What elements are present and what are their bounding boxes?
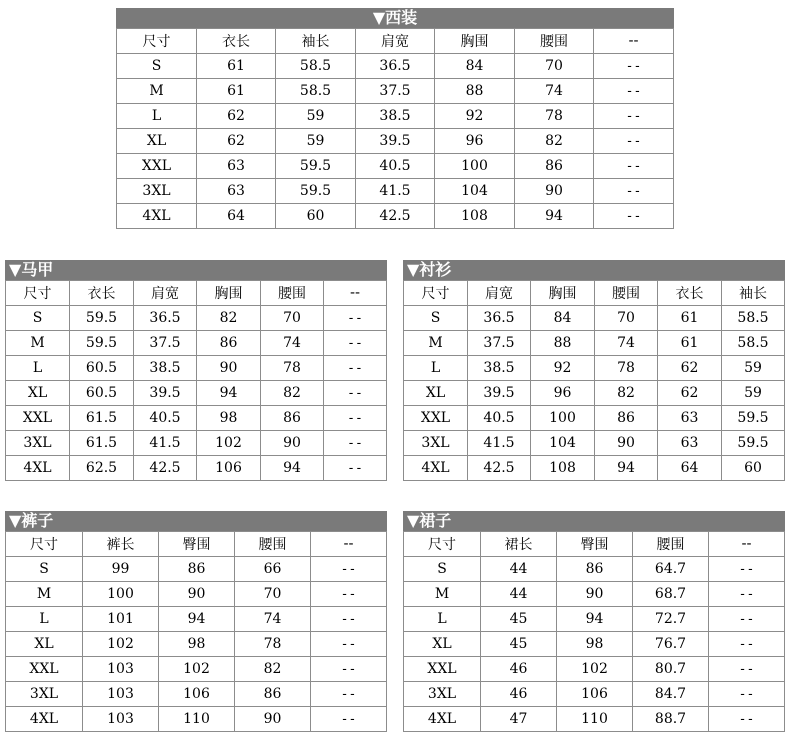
vest-value-cell: 61.5 (70, 431, 134, 456)
skirt-value-cell: 46 (481, 657, 557, 682)
skirt-value-cell: 44 (481, 557, 557, 582)
vest-header-cell: 腰围 (261, 281, 324, 306)
pants-size-cell: XL (6, 632, 83, 657)
suit-value-cell: 63 (197, 179, 276, 204)
vest-header-cell: 肩宽 (134, 281, 197, 306)
pants-value-cell: -- (311, 707, 387, 732)
suit-value-cell: 59.5 (276, 179, 356, 204)
pants-table-title: ▼裤子 (5, 511, 387, 531)
table-row (404, 707, 785, 732)
vest-value-cell: 60.5 (70, 381, 134, 406)
suit-value-cell: -- (594, 154, 674, 179)
skirt-value-cell: -- (709, 582, 785, 607)
vest-value-cell: 90 (197, 356, 261, 381)
shirt-header-cell: 腰围 (595, 281, 658, 306)
pants-size-cell: 4XL (6, 707, 83, 732)
table-row (6, 607, 387, 632)
pants-value-cell: 110 (159, 707, 235, 732)
table-row (6, 331, 387, 356)
table-row (6, 306, 387, 331)
vest-value-cell: 90 (261, 431, 324, 456)
skirt-table-title: ▼裙子 (403, 511, 785, 531)
pants-value-cell: 90 (159, 582, 235, 607)
suit-value-cell: 74 (515, 79, 594, 104)
suit-size-table (116, 8, 674, 229)
suit-value-cell: 39.5 (356, 129, 435, 154)
vest-header-cell: 尺寸 (6, 281, 70, 306)
skirt-value-cell: 90 (557, 582, 633, 607)
skirt-size-table (403, 511, 785, 732)
shirt-value-cell: 37.5 (468, 331, 531, 356)
table-row (404, 431, 785, 456)
pants-value-cell: 103 (83, 707, 159, 732)
vest-header-cell: 胸围 (197, 281, 261, 306)
shirt-value-cell: 63 (658, 431, 722, 456)
shirt-value-cell: 36.5 (468, 306, 531, 331)
vest-value-cell: -- (324, 356, 387, 381)
suit-value-cell: 78 (515, 104, 594, 129)
suit-header-row (117, 29, 674, 54)
suit-value-cell: 64 (197, 204, 276, 229)
table-row (404, 557, 785, 582)
skirt-value-cell: 45 (481, 607, 557, 632)
skirt-value-cell: 110 (557, 707, 633, 732)
shirt-header-row (404, 281, 785, 306)
table-row (404, 306, 785, 331)
skirt-header-cell: 臀围 (557, 532, 633, 557)
shirt-value-cell: 59 (722, 381, 785, 406)
shirt-value-cell: 108 (531, 456, 595, 481)
skirt-value-cell: 72.7 (633, 607, 709, 632)
shirt-header-cell: 尺寸 (404, 281, 468, 306)
skirt-value-cell: 80.7 (633, 657, 709, 682)
table-row (404, 456, 785, 481)
pants-value-cell: -- (311, 582, 387, 607)
pants-header-cell: -- (311, 532, 387, 557)
suit-value-cell: 42.5 (356, 204, 435, 229)
suit-value-cell: 63 (197, 154, 276, 179)
skirt-value-cell: 88.7 (633, 707, 709, 732)
shirt-size-cell: 3XL (404, 431, 468, 456)
skirt-value-cell: -- (709, 707, 785, 732)
vest-value-cell: 37.5 (134, 331, 197, 356)
skirt-value-cell: -- (709, 682, 785, 707)
vest-size-table (5, 260, 387, 481)
skirt-value-cell: 98 (557, 632, 633, 657)
skirt-value-cell: -- (709, 607, 785, 632)
suit-value-cell: 60 (276, 204, 356, 229)
shirt-value-cell: 59.5 (722, 431, 785, 456)
pants-header-cell: 腰围 (235, 532, 311, 557)
vest-value-cell: 39.5 (134, 381, 197, 406)
table-row (6, 632, 387, 657)
suit-value-cell: -- (594, 129, 674, 154)
skirt-value-cell: 44 (481, 582, 557, 607)
skirt-value-cell: -- (709, 657, 785, 682)
suit-value-cell: 62 (197, 129, 276, 154)
pants-value-cell: 94 (159, 607, 235, 632)
suit-header-cell: 胸围 (435, 29, 515, 54)
shirt-table-title: ▼衬衫 (403, 260, 785, 280)
pants-value-cell: 106 (159, 682, 235, 707)
vest-value-cell: 94 (261, 456, 324, 481)
suit-value-cell: 58.5 (276, 79, 356, 104)
pants-value-cell: 103 (83, 682, 159, 707)
suit-value-cell: 90 (515, 179, 594, 204)
vest-value-cell: 59.5 (70, 331, 134, 356)
shirt-value-cell: 64 (658, 456, 722, 481)
vest-value-cell: 86 (197, 331, 261, 356)
vest-size-cell: L (6, 356, 70, 381)
shirt-value-cell: 38.5 (468, 356, 531, 381)
shirt-size-table (403, 260, 785, 481)
vest-header-cell: -- (324, 281, 387, 306)
suit-value-cell: 96 (435, 129, 515, 154)
vest-value-cell: 86 (261, 406, 324, 431)
shirt-value-cell: 41.5 (468, 431, 531, 456)
vest-value-cell: 38.5 (134, 356, 197, 381)
skirt-header-cell: 腰围 (633, 532, 709, 557)
vest-size-cell: M (6, 331, 70, 356)
shirt-size-cell: L (404, 356, 468, 381)
shirt-value-cell: 39.5 (468, 381, 531, 406)
pants-header-cell: 臀围 (159, 532, 235, 557)
suit-value-cell: 104 (435, 179, 515, 204)
shirt-value-cell: 74 (595, 331, 658, 356)
pants-value-cell: 90 (235, 707, 311, 732)
shirt-value-cell: 84 (531, 306, 595, 331)
pants-value-cell: 74 (235, 607, 311, 632)
shirt-value-cell: 104 (531, 431, 595, 456)
pants-header-cell: 尺寸 (6, 532, 83, 557)
skirt-header-cell: 裙长 (481, 532, 557, 557)
table-row (404, 682, 785, 707)
skirt-value-cell: 94 (557, 607, 633, 632)
vest-value-cell: -- (324, 406, 387, 431)
shirt-value-cell: 70 (595, 306, 658, 331)
suit-size-cell: S (117, 54, 197, 79)
pants-size-cell: L (6, 607, 83, 632)
vest-header-row (6, 281, 387, 306)
shirt-size-cell: S (404, 306, 468, 331)
pants-value-cell: 86 (159, 557, 235, 582)
vest-value-cell: 61.5 (70, 406, 134, 431)
suit-value-cell: 100 (435, 154, 515, 179)
pants-header-cell: 裤长 (83, 532, 159, 557)
table-row (6, 431, 387, 456)
pants-value-cell: -- (311, 657, 387, 682)
vest-size-cell: 4XL (6, 456, 70, 481)
pants-value-cell: -- (311, 682, 387, 707)
vest-value-cell: 82 (197, 306, 261, 331)
skirt-size-cell: XL (404, 632, 481, 657)
skirt-value-cell: -- (709, 632, 785, 657)
table-row (6, 456, 387, 481)
shirt-header-cell: 胸围 (531, 281, 595, 306)
table-row (117, 129, 674, 154)
table-row (6, 381, 387, 406)
pants-value-cell: 70 (235, 582, 311, 607)
suit-size-cell: 3XL (117, 179, 197, 204)
table-row (404, 381, 785, 406)
table-row (404, 582, 785, 607)
suit-value-cell: 37.5 (356, 79, 435, 104)
suit-value-cell: 41.5 (356, 179, 435, 204)
pants-value-cell: -- (311, 557, 387, 582)
table-row (117, 204, 674, 229)
shirt-value-cell: 90 (595, 431, 658, 456)
vest-value-cell: 106 (197, 456, 261, 481)
table-row (117, 54, 674, 79)
pants-value-cell: -- (311, 632, 387, 657)
vest-value-cell: 42.5 (134, 456, 197, 481)
suit-value-cell: 61 (197, 79, 276, 104)
vest-value-cell: 82 (261, 381, 324, 406)
suit-value-cell: -- (594, 179, 674, 204)
suit-value-cell: -- (594, 204, 674, 229)
shirt-size-cell: M (404, 331, 468, 356)
suit-value-cell: 38.5 (356, 104, 435, 129)
vest-value-cell: 62.5 (70, 456, 134, 481)
table-row (117, 79, 674, 104)
skirt-value-cell: 45 (481, 632, 557, 657)
vest-table-title: ▼马甲 (5, 260, 387, 280)
skirt-value-cell: 106 (557, 682, 633, 707)
pants-value-cell: -- (311, 607, 387, 632)
suit-header-cell: 腰围 (515, 29, 594, 54)
skirt-size-cell: XXL (404, 657, 481, 682)
vest-size-cell: XXL (6, 406, 70, 431)
skirt-size-cell: 4XL (404, 707, 481, 732)
pants-value-cell: 99 (83, 557, 159, 582)
shirt-value-cell: 60 (722, 456, 785, 481)
suit-value-cell: 58.5 (276, 54, 356, 79)
shirt-value-cell: 40.5 (468, 406, 531, 431)
suit-value-cell: 94 (515, 204, 594, 229)
suit-header-cell: 衣长 (197, 29, 276, 54)
vest-header-cell: 衣长 (70, 281, 134, 306)
suit-value-cell: 86 (515, 154, 594, 179)
pants-value-cell: 101 (83, 607, 159, 632)
suit-value-cell: 88 (435, 79, 515, 104)
shirt-header-cell: 袖长 (722, 281, 785, 306)
table-row (6, 682, 387, 707)
table-row (6, 582, 387, 607)
skirt-header-cell: -- (709, 532, 785, 557)
shirt-value-cell: 62 (658, 381, 722, 406)
skirt-value-cell: 86 (557, 557, 633, 582)
vest-value-cell: -- (324, 306, 387, 331)
suit-header-cell: 肩宽 (356, 29, 435, 54)
table-row (117, 179, 674, 204)
suit-value-cell: 108 (435, 204, 515, 229)
shirt-size-cell: XXL (404, 406, 468, 431)
table-row (404, 356, 785, 381)
vest-value-cell: 102 (197, 431, 261, 456)
shirt-value-cell: 78 (595, 356, 658, 381)
skirt-header-cell: 尺寸 (404, 532, 481, 557)
shirt-size-cell: 4XL (404, 456, 468, 481)
suit-value-cell: 40.5 (356, 154, 435, 179)
table-row (6, 557, 387, 582)
suit-value-cell: 82 (515, 129, 594, 154)
suit-value-cell: 61 (197, 54, 276, 79)
skirt-value-cell: 84.7 (633, 682, 709, 707)
pants-value-cell: 102 (159, 657, 235, 682)
pants-value-cell: 78 (235, 632, 311, 657)
suit-value-cell: 36.5 (356, 54, 435, 79)
skirt-value-cell: 102 (557, 657, 633, 682)
table-row (404, 331, 785, 356)
skirt-size-cell: M (404, 582, 481, 607)
suit-size-cell: M (117, 79, 197, 104)
pants-value-cell: 100 (83, 582, 159, 607)
skirt-value-cell: -- (709, 557, 785, 582)
pants-value-cell: 82 (235, 657, 311, 682)
suit-value-cell: 59 (276, 104, 356, 129)
pants-value-cell: 98 (159, 632, 235, 657)
shirt-value-cell: 86 (595, 406, 658, 431)
table-row (6, 707, 387, 732)
suit-header-cell: 尺寸 (117, 29, 197, 54)
vest-size-cell: XL (6, 381, 70, 406)
suit-header-cell: 袖长 (276, 29, 356, 54)
vest-value-cell: 70 (261, 306, 324, 331)
pants-size-cell: XXL (6, 657, 83, 682)
suit-value-cell: 62 (197, 104, 276, 129)
vest-value-cell: 94 (197, 381, 261, 406)
suit-size-cell: 4XL (117, 204, 197, 229)
shirt-value-cell: 61 (658, 306, 722, 331)
skirt-value-cell: 76.7 (633, 632, 709, 657)
skirt-header-row (404, 532, 785, 557)
vest-size-cell: 3XL (6, 431, 70, 456)
shirt-value-cell: 61 (658, 331, 722, 356)
suit-value-cell: 92 (435, 104, 515, 129)
skirt-size-cell: 3XL (404, 682, 481, 707)
vest-value-cell: 41.5 (134, 431, 197, 456)
suit-value-cell: 59.5 (276, 154, 356, 179)
shirt-value-cell: 62 (658, 356, 722, 381)
vest-value-cell: -- (324, 381, 387, 406)
pants-header-row (6, 532, 387, 557)
suit-value-cell: 70 (515, 54, 594, 79)
table-row (6, 356, 387, 381)
shirt-value-cell: 82 (595, 381, 658, 406)
suit-value-cell: -- (594, 79, 674, 104)
vest-value-cell: 40.5 (134, 406, 197, 431)
suit-value-cell: 59 (276, 129, 356, 154)
shirt-value-cell: 42.5 (468, 456, 531, 481)
table-row (6, 657, 387, 682)
vest-value-cell: -- (324, 331, 387, 356)
table-row (117, 104, 674, 129)
vest-value-cell: -- (324, 431, 387, 456)
vest-value-cell: 74 (261, 331, 324, 356)
shirt-value-cell: 96 (531, 381, 595, 406)
suit-table-title: ▼西装 (116, 8, 674, 28)
shirt-value-cell: 59 (722, 356, 785, 381)
table-row (404, 657, 785, 682)
shirt-size-cell: XL (404, 381, 468, 406)
suit-value-cell: 84 (435, 54, 515, 79)
pants-value-cell: 66 (235, 557, 311, 582)
pants-value-cell: 102 (83, 632, 159, 657)
shirt-value-cell: 94 (595, 456, 658, 481)
skirt-value-cell: 68.7 (633, 582, 709, 607)
skirt-size-cell: L (404, 607, 481, 632)
vest-value-cell: 36.5 (134, 306, 197, 331)
shirt-value-cell: 100 (531, 406, 595, 431)
suit-size-cell: XL (117, 129, 197, 154)
vest-size-cell: S (6, 306, 70, 331)
suit-value-cell: -- (594, 104, 674, 129)
shirt-value-cell: 58.5 (722, 306, 785, 331)
vest-value-cell: 60.5 (70, 356, 134, 381)
table-row (404, 406, 785, 431)
skirt-value-cell: 46 (481, 682, 557, 707)
shirt-value-cell: 88 (531, 331, 595, 356)
vest-value-cell: 59.5 (70, 306, 134, 331)
table-row (6, 406, 387, 431)
pants-size-cell: 3XL (6, 682, 83, 707)
shirt-value-cell: 59.5 (722, 406, 785, 431)
suit-header-cell: -- (594, 29, 674, 54)
pants-value-cell: 103 (83, 657, 159, 682)
vest-value-cell: 78 (261, 356, 324, 381)
table-row (404, 607, 785, 632)
shirt-value-cell: 58.5 (722, 331, 785, 356)
skirt-value-cell: 47 (481, 707, 557, 732)
skirt-size-cell: S (404, 557, 481, 582)
vest-value-cell: -- (324, 456, 387, 481)
suit-size-cell: XXL (117, 154, 197, 179)
pants-size-cell: S (6, 557, 83, 582)
shirt-header-cell: 衣长 (658, 281, 722, 306)
shirt-header-cell: 肩宽 (468, 281, 531, 306)
pants-value-cell: 86 (235, 682, 311, 707)
shirt-value-cell: 92 (531, 356, 595, 381)
pants-size-cell: M (6, 582, 83, 607)
pants-size-table (5, 511, 387, 732)
vest-value-cell: 98 (197, 406, 261, 431)
skirt-value-cell: 64.7 (633, 557, 709, 582)
table-row (117, 154, 674, 179)
suit-value-cell: -- (594, 54, 674, 79)
shirt-value-cell: 63 (658, 406, 722, 431)
table-row (404, 632, 785, 657)
suit-size-cell: L (117, 104, 197, 129)
